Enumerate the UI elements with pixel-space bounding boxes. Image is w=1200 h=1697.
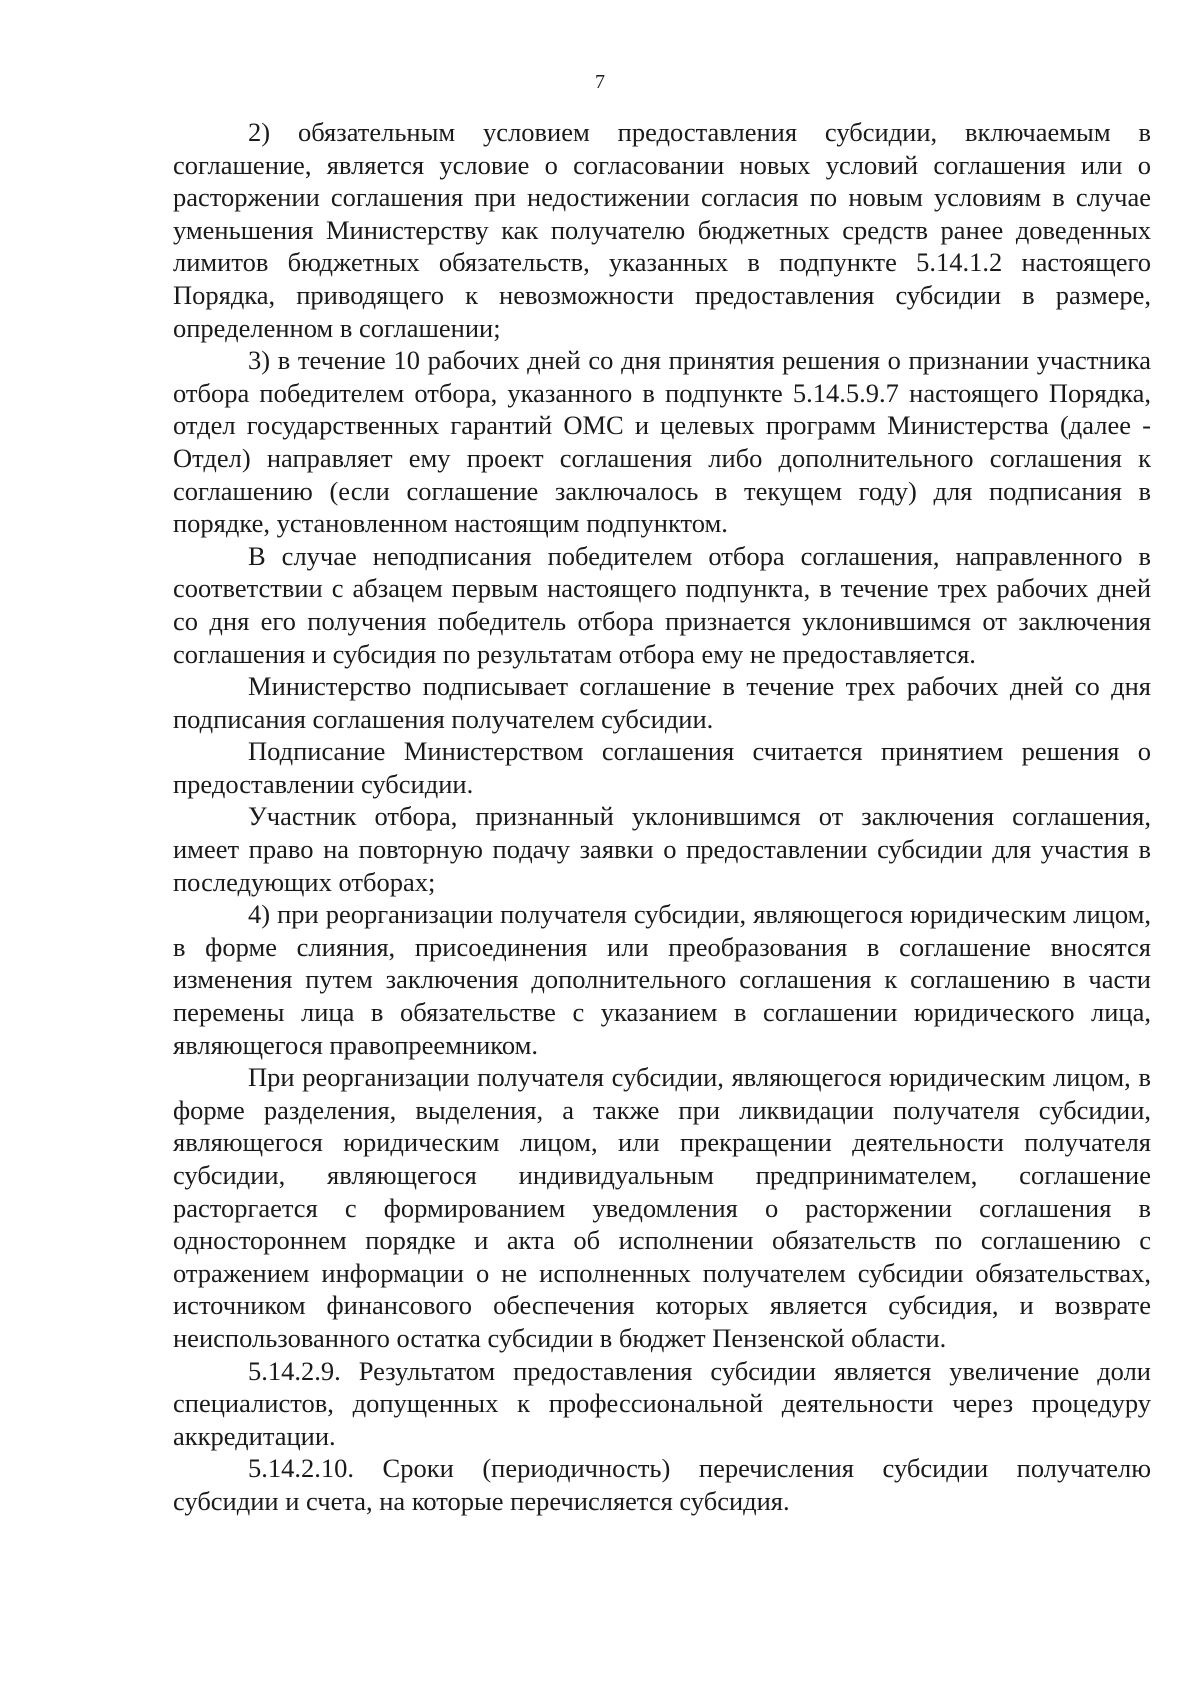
paragraph-5-14-2-10: 5.14.2.10. Сроки (периодичность) перечисления субсидии получателю субсидии и счета, на которые перечисляется субсидия. (173, 1453, 1151, 1516)
paragraph-item-2: 2) обязательным условием предоставления субсидии, включаемым в соглашение, является условие о согласовании новых условий соглашения или о расторжении соглашения при недостижении согласия по новым условиям в случае уменьшения Министерству как получателю бюджетных средств ранее доведенных лимитов бюджетных обязательств, указанных в подпункте 5.14.1.2 настоящего Порядка, приводящего к невозможности предоставления субсидии в размере, определенном в соглашении; (173, 117, 1151, 343)
paragraph-unsigned-agreement: В случае неподписания победителем отбора соглашения, направленного в соответствии с абзацем первым настоящего подпункта, в течение трех рабочих дней со дня его получения победитель отбора признается уклонившимся от заключения соглашения и субсидия по результатам отбора ему не предоставляется. (173, 540, 1151, 669)
page-number: 7 (595, 71, 605, 93)
paragraph-ministry-signs: Министерство подписывает соглашение в течение трех рабочих дней со дня подписания соглашения получателем субсидии. (173, 671, 1151, 734)
paragraph-5-14-2-9: 5.14.2.9. Результатом предоставления субсидии является увеличение доли специалистов, допущенных к профессиональной деятельности через процедуру аккредитации. (173, 1355, 1151, 1451)
paragraph-repeat-application: Участник отбора, признанный уклонившимся от заключения соглашения, имеет право на повторную подачу заявки о предоставлении субсидии для участия в последующих отборах; (173, 801, 1151, 897)
paragraph-reorganization: При реорганизации получателя субсидии, являющегося юридическим лицом, в форме разделения, выделения, а также при ликвидации получателя субсидии, являющегося юридическим лицом, или прекращении деятельности получателя субсидии, являющегося индивидуальным предпринимателем, соглашение расторгается с формированием уведомления о расторжении соглашения в одностороннем порядке и акта об исполнении обязательств по соглашению с отражением информации о не исполненных получателем субсидии обязательствах, источником финансового обеспечения которых является субсидия, и возврате неиспользованного остатка субсидии в бюджет Пензенской области. (173, 1062, 1151, 1353)
document-body (173, 116, 1151, 1518)
paragraph-signing-decision: Подписание Министерством соглашения считается принятием решения о предоставлении субсидии. (173, 736, 1151, 799)
paragraph-item-3: 3) в течение 10 рабочих дней со дня принятия решения о признании участника отбора победителем отбора, указанного в подпункте 5.14.5.9.7 настоящего Порядка, отдел государственных гарантий ОМС и целевых программ Министерства (далее - Отдел) направляет ему проект соглашения либо дополнительного соглашения к соглашению (если соглашение заключалось в текущем году) для подписания в порядке, установленном настоящим подпунктом. (173, 345, 1151, 539)
paragraph-item-4: 4) при реорганизации получателя субсидии, являющегося юридическим лицом, в форме слияния, присоединения или преобразования в соглашение вносятся изменения путем заключения дополнительного соглашения к соглашению в части перемены лица в обязательстве с указанием в соглашении юридического лица, являющегося правопреемником. (173, 899, 1151, 1060)
